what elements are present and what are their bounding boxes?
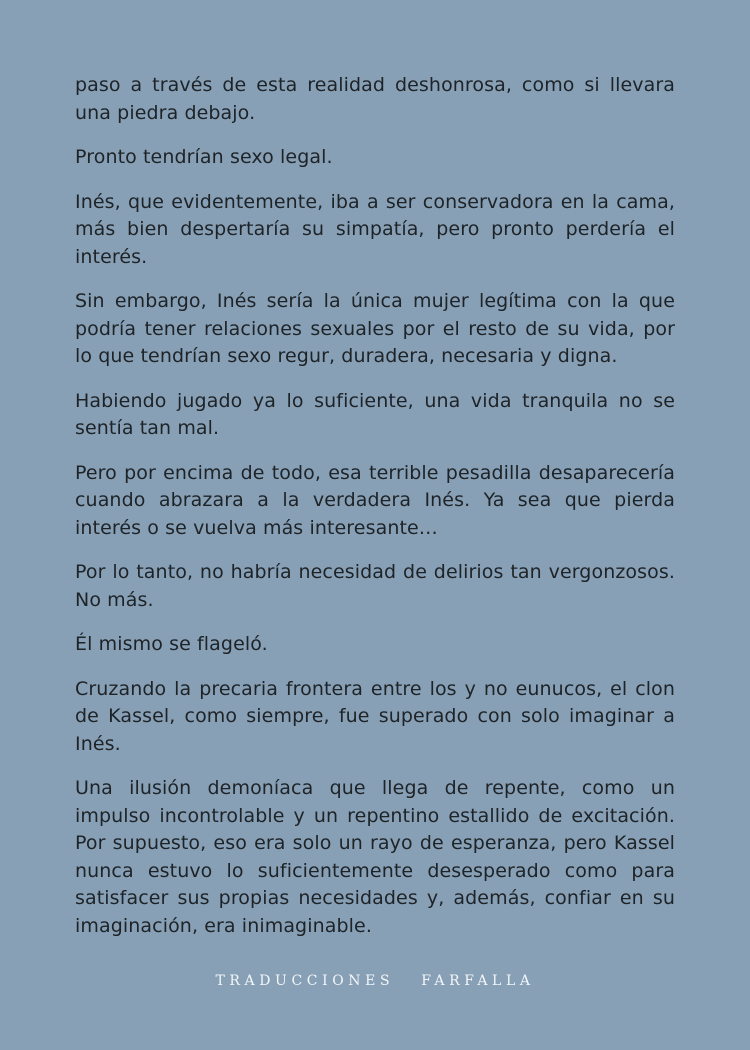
paragraph-8: Él mismo se flageló. xyxy=(75,633,268,655)
paragraph-9: Cruzando la precaria frontera entre los y no eunucos, el clon de Kassel, como siempre, fue superado con solo imaginar a Inés. xyxy=(75,677,675,755)
paragraph-6: Pero por encima de todo, esa terrible pesadilla desaparecería cuando abrazara a la verdadera Inés. Ya sea que pierda interés o se vuelva más interesante… xyxy=(75,461,675,539)
paragraph-3: Inés, que evidentemente, iba a ser conservadora en la cama, más bien despertaría su simpatía, pero pronto perdería el interés. xyxy=(75,190,675,268)
footer-credit: TRADUCCIONES FARFALLA xyxy=(215,973,535,989)
paragraph-4: Sin embargo, Inés sería la única mujer legítima con la que podría tener relaciones sexuales por el resto de su vida, por lo que tendrían sexo regur, duradera, necesaria y digna. xyxy=(75,290,675,367)
paragraph-10: Una ilusión demoníaca que llega de repente, como un impulso incontrolable y un repentino estallido de excitación. Por supuesto, eso era solo un rayo de esperanza, pero Kassel nunca estuvo lo suficientemente desesperado como para satisfacer sus propias necesidades y, además, confiar en su imaginación, era inimaginable. xyxy=(75,777,675,937)
paragraph-5: Habiendo jugado ya lo suficiente, una vida tranquila no se sentía tan mal. xyxy=(75,389,675,439)
paragraph-2: Pronto tendrían sexo legal. xyxy=(75,146,333,168)
paragraph-7: Por lo tanto, no habría necesidad de delirios tan vergonzosos. No más. xyxy=(75,561,675,611)
page-body xyxy=(75,72,675,957)
paragraph-1: paso a través de esta realidad deshonrosa, como si llevara una piedra debajo. xyxy=(75,74,675,124)
